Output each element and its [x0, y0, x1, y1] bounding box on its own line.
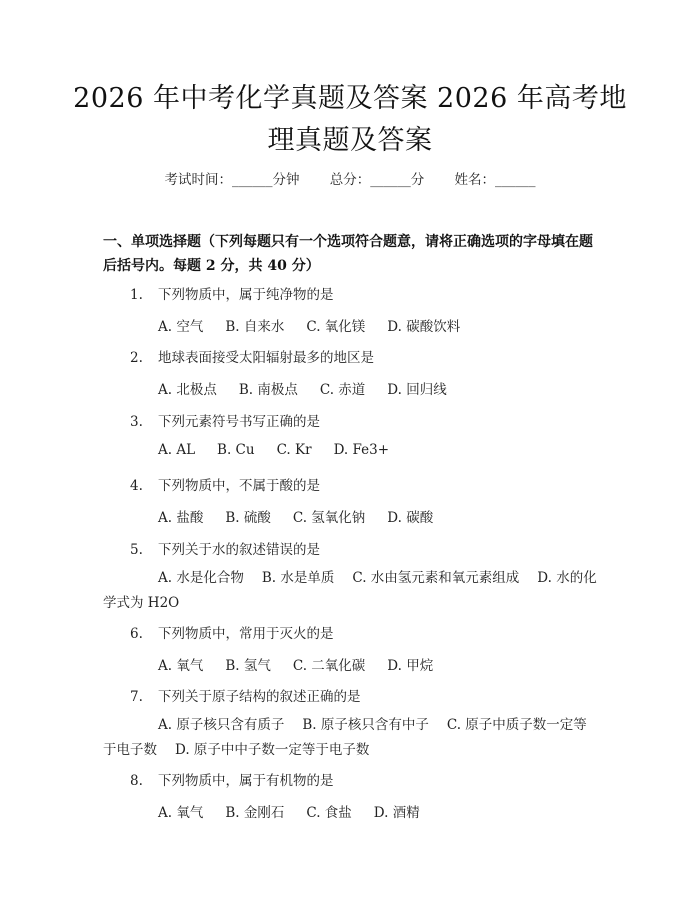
option-c: C. 氢氧化钠: [292, 510, 366, 526]
option-d: D. Fe3+: [333, 442, 390, 458]
exam-info-line: [0, 168, 700, 188]
option-c: C. 原子中质子数一定等于电子数: [103, 717, 587, 758]
question-6-options: [158, 654, 455, 674]
question-4-options: [158, 506, 455, 526]
question-text: 下列关于水的叙述错误的是: [158, 542, 320, 558]
question-6: [130, 622, 334, 642]
question-number: 1.: [130, 287, 143, 303]
student-name-field: 姓名：______: [454, 172, 536, 188]
question-4: [130, 474, 320, 494]
section-heading: 一、单项选择题（下列每题只有一个选项符合题意，请将正确选项的字母填在题后括号内。每题 2 分，共 40 分）: [103, 234, 593, 274]
option-d: D. 酒精: [373, 805, 420, 821]
total-score-field: 总分：______分: [329, 172, 425, 188]
option-c: C. 食盐: [306, 805, 352, 821]
question-text: 地球表面接受太阳辐射最多的地区是: [158, 350, 374, 366]
question-number: 7.: [130, 689, 143, 705]
question-text: 下列物质中，属于纯净物的是: [158, 287, 334, 303]
option-a: A. 氧气: [158, 658, 204, 674]
question-text: 下列关于原子结构的叙述正确的是: [158, 689, 361, 705]
question-3-options: [158, 442, 411, 458]
option-a: A. 氧气: [158, 805, 204, 821]
question-8: [130, 769, 334, 789]
option-a: A. 水是化合物: [158, 570, 244, 586]
option-a: A. 原子核只含有质子: [158, 717, 285, 733]
question-number: 2.: [130, 350, 143, 366]
question-3: [130, 410, 320, 430]
option-d: D. 碳酸: [387, 510, 434, 526]
option-a: A. 空气: [158, 319, 204, 335]
option-b: B. 硫酸: [225, 510, 271, 526]
question-text: 下列物质中，不属于酸的是: [158, 478, 320, 494]
question-7-options: [103, 713, 599, 763]
question-1: [130, 283, 334, 303]
option-d: D. 碳酸饮料: [387, 319, 461, 335]
question-2: [130, 346, 374, 366]
question-2-options: [158, 378, 469, 398]
question-number: 5.: [130, 542, 143, 558]
option-a: A. AL: [158, 442, 196, 458]
option-b: B. 原子核只含有中子: [302, 717, 429, 733]
question-8-options: [158, 801, 442, 821]
question-7: [130, 685, 361, 705]
option-b: B. Cu: [217, 442, 255, 458]
option-c: C. Kr: [276, 442, 312, 458]
question-number: 3.: [130, 414, 143, 430]
document-title-line-1: 2026 年中考化学真题及答案 2026 年高考地: [73, 83, 627, 114]
option-c: C. 氧化镁: [306, 319, 366, 335]
option-b: B. 水是单质: [261, 570, 335, 586]
exam-time-field: 考试时间：______分钟: [164, 172, 300, 188]
question-1-options: [158, 315, 482, 335]
option-b: B. 南极点: [238, 382, 298, 398]
option-b: B. 金刚石: [225, 805, 285, 821]
option-c: C. 赤道: [319, 382, 366, 398]
option-d: D. 原子中中子数一定等于电子数: [175, 742, 370, 758]
option-a: A. 盐酸: [158, 510, 204, 526]
question-number: 8.: [130, 773, 143, 789]
question-text: 下列元素符号书写正确的是: [158, 414, 320, 430]
option-b: B. 自来水: [225, 319, 285, 335]
question-5-options: [103, 566, 599, 616]
question-number: 4.: [130, 478, 143, 494]
question-text: 下列物质中，常用于灭火的是: [158, 626, 334, 642]
option-d: D. 回归线: [387, 382, 447, 398]
option-d: D. 甲烷: [387, 658, 434, 674]
question-text: 下列物质中，属于有机物的是: [158, 773, 334, 789]
question-number: 6.: [130, 626, 143, 642]
option-a: A. 北极点: [158, 382, 217, 398]
option-c: C. 水由氢元素和氧元素组成: [352, 570, 520, 586]
option-b: B. 氢气: [225, 658, 271, 674]
question-5: [130, 538, 320, 558]
option-c: C. 二氧化碳: [292, 658, 366, 674]
document-title-line-2: 理真题及答案: [267, 125, 433, 156]
option-d: D. 水的化学式为 H2O: [103, 570, 597, 611]
